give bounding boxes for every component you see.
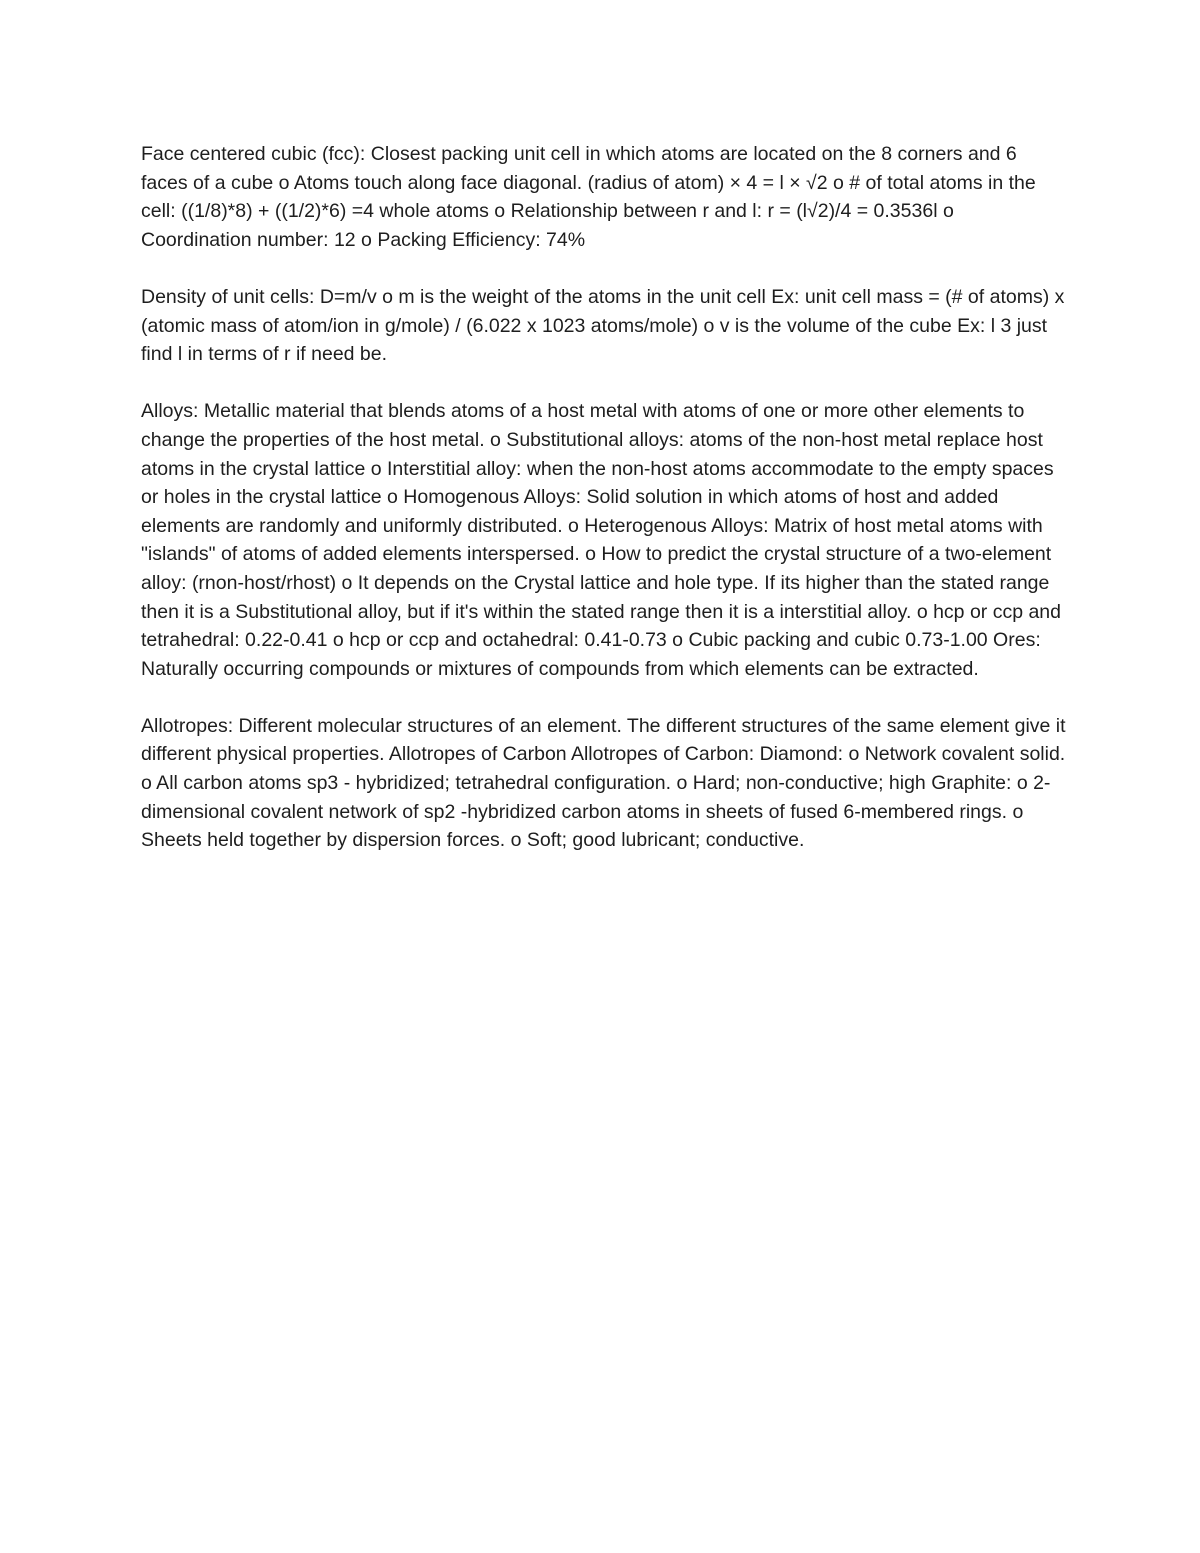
paragraph-fcc: Face centered cubic (fcc): Closest packing unit cell in which atoms are located on the 8 corners and 6 faces of a cube o Atoms touch along face diagonal. (radius of atom) × 4 = l × √2 o # of total atoms in the cell: ((1/8)*8) + ((1/2)*6) =4 whole atoms o Relationship between r and l: r = (l√2)/4 = 0.3536l o Coordination number: 12 o Packing Efficiency: 74%	[141, 143, 1036, 251]
paragraph-density: Density of unit cells: D=m/v o m is the weight of the atoms in the unit cell Ex: unit cell mass = (# of atoms) x (atomic mass of atom/ion in g/mole) / (6.022 x 1023 atoms/mole) o v is the volume of the cube Ex: l 3 just find l in terms of r if need be.	[141, 285, 1065, 366]
paragraph-allotropes: Allotropes: Different molecular structures of an element. The different structures of the same element give it different physical properties. Allotropes of Carbon Allotropes of Carbon: Diamond: o Network covalent solid. o All carbon atoms sp3 - hybridized; tetrahedral configuration. o Hard; non-conductive; high Graphite: o 2-dimensional covalent network of sp2 -hybridized carbon atoms in sheets of fused 6-membered rings. o Sheets held together by dispersion forces. o Soft; good lubricant; conductive.	[141, 714, 1066, 852]
paragraph-alloys: Alloys: Metallic material that blends atoms of a host metal with atoms of one or more other elements to change the properties of the host metal. o Substitutional alloys: atoms of the non-host metal replace host atoms in the crystal lattice o Interstitial alloy: when the non-host atoms accommodate to the empty spaces or holes in the crystal lattice o Homogenous Alloys: Solid solution in which atoms of host and added elements are randomly and uniformly distributed. o Heterogenous Alloys: Matrix of host metal atoms with "islands" of atoms of added elements interspersed. o How to predict the crystal structure of a two-element alloy: (rnon-host/rhost) o It depends on the Crystal lattice and hole type. If its higher than the stated range then it is a Substitutional alloy, but if it's within the stated range then it is a interstitial alloy. o hcp or ccp and tetrahedral: 0.22-0.41 o hcp or ccp and octahedral: 0.41-0.73 o Cubic packing and cubic 0.73-1.00 Ores: Naturally occurring compounds or mixtures of compounds from which elements can be extracted.	[141, 400, 1061, 680]
document-body	[141, 140, 1066, 883]
